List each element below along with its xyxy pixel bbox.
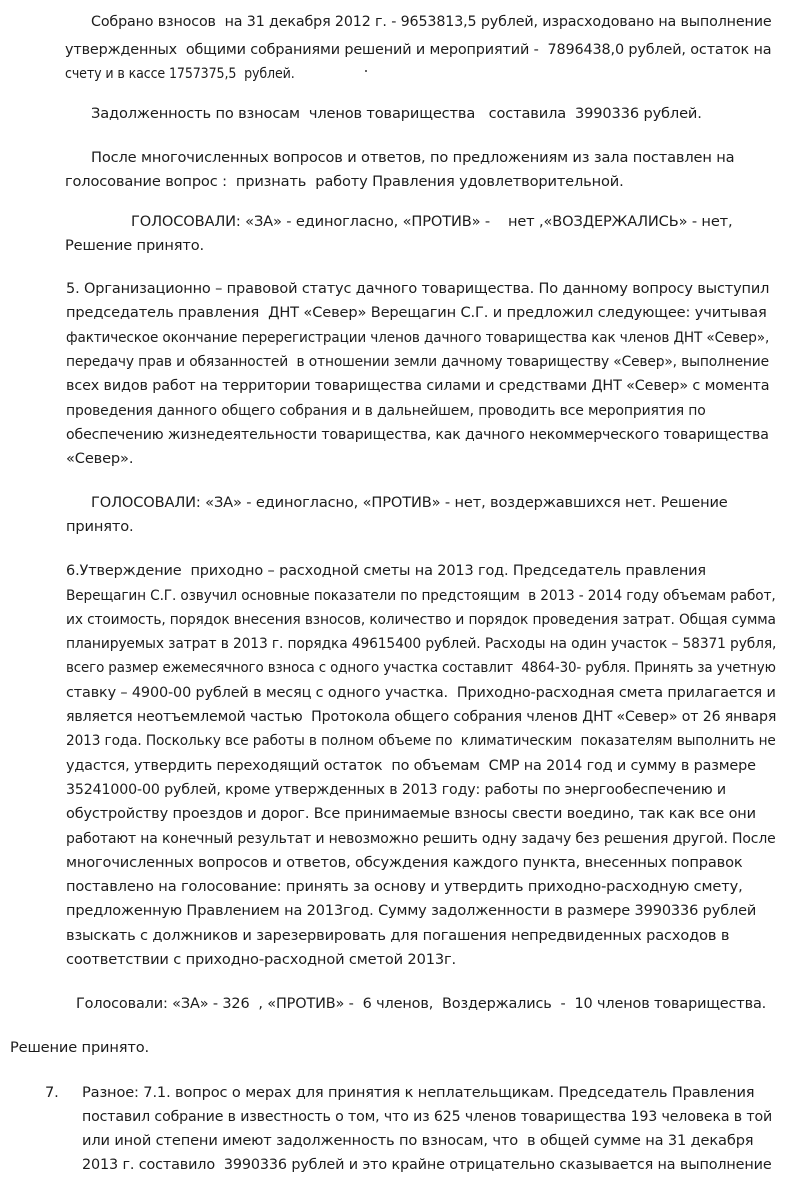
text-line: ГОЛОСОВАЛИ: «ЗА» - единогласно, «ПРОТИВ» - нет, воздержавшихся нет. Решение — [91, 494, 728, 511]
text-line: «Север». — [66, 450, 134, 467]
text-line: принято. — [66, 518, 134, 535]
text-line: взыскать с должников и зарезервировать для погашения непредвиденных расходов в — [66, 927, 730, 944]
text-line: 7. — [45, 1084, 59, 1101]
text-line: всех видов работ на территории товарищества силами и средствами ДНТ «Север» с момента — [66, 377, 770, 394]
text-line: работают на конечный результат и невозможно решить одну задачу без решения другой. После — [66, 830, 776, 847]
text-line: является неотъемлемой частью Протокола общего собрания членов ДНТ «Север» от 26 января — [66, 708, 777, 725]
text-line: соответствии с приходно-расходной сметой 2013г. — [66, 951, 456, 968]
text-line: Решение принято. — [65, 237, 205, 254]
text-line: Задолженность по взносам членов товарищества составила 3990336 рублей. — [91, 105, 702, 122]
text-line: 2013 г. составило 3990336 рублей и это крайне отрицательно сказывается на выполнение — [82, 1156, 772, 1173]
text-line: планируемых затрат в 2013 г. порядка 49615400 рублей. Расходы на один участок – 58371 рубля, — [66, 635, 777, 652]
text-line: ГОЛОСОВАЛИ: «ЗА» - единогласно, «ПРОТИВ» - нет ,«ВОЗДЕРЖАЛИСЬ» - нет, — [131, 213, 733, 230]
text-line: 6.Утверждение приходно – расходной сметы на 2013 год. Председатель правления — [66, 562, 706, 579]
text-line: председатель правления ДНТ «Север» Верещагин С.Г. и предложил следующее: учитывая — [66, 304, 767, 321]
text-line: их стоимость, порядок внесения взносов, количество и порядок проведения затрат. Общая сумма — [66, 611, 776, 628]
text-line: поставлено на голосование: принять за основу и утвердить приходно-расходную смету, — [66, 878, 743, 895]
text-line: 2013 года. Поскольку все работы в полном объеме по климатическим показателям выполнить не — [66, 732, 776, 749]
text-line: обустройству проездов и дорог. Все принимаемые взносы свести воедино, так как все они — [66, 805, 756, 822]
text-line: Разное: 7.1. вопрос о мерах для принятия к неплательщикам. Председатель Правления — [82, 1084, 755, 1101]
text-line: обеспечению жизнедеятельности товарищества, как дачного некоммерческого товарищества — [66, 426, 769, 443]
text-line: Собрано взносов на 31 декабря 2012 г. - 9653813,5 рублей, израсходовано на выполнение — [91, 13, 772, 30]
text-line: или иной степени имеют задолженность по взносам, что в общей сумме на 31 декабря — [82, 1132, 754, 1149]
text-line: Голосовали: «ЗА» - 326 , «ПРОТИВ» - 6 членов, Воздержались - 10 членов товарищества. — [76, 995, 767, 1012]
text-line: голосование вопрос : признать работу Правления удовлетворительной. — [65, 173, 624, 190]
text-line: проведения данного общего собрания и в дальнейшем, проводить все мероприятия по — [66, 402, 706, 419]
scan-speck — [365, 70, 367, 72]
text-line: Верещагин С.Г. озвучил основные показатели по предстоящим в 2013 - 2014 году объемам работ, — [66, 587, 776, 604]
text-line: фактическое окончание перерегистрации членов дачного товарищества как членов ДНТ «Север», — [66, 329, 770, 346]
text-line: утвержденных общими собраниями решений и мероприятий - 7896438,0 рублей, остаток на — [65, 41, 772, 58]
text-line: передачу прав и обязанностей в отношении земли дачному товариществу «Север», выполнение — [66, 353, 769, 370]
text-line: поставил собрание в известность о том, что из 625 членов товарищества 193 человека в той — [82, 1108, 773, 1125]
text-line: всего размер ежемесячного взноса с одного участка составлит 4864-30- рубля. Принять за учетную — [66, 659, 776, 676]
text-line: многочисленных вопросов и ответов, обсуждения каждого пункта, внесенных поправок — [66, 854, 743, 871]
text-line: После многочисленных вопросов и ответов, по предложениям из зала поставлен на — [91, 149, 735, 166]
text-line: 35241000-00 рублей, кроме утвержденных в 2013 году: работы по энергообеспечению и — [66, 781, 726, 798]
text-line: 5. Организационно – правовой статус дачного товарищества. По данному вопросу выступил — [66, 280, 770, 297]
text-line: счету и в кассе 1757375,5 рублей. — [65, 65, 295, 82]
text-line: удастся, утвердить переходящий остаток по объемам СМР на 2014 год и сумму в размере — [66, 757, 756, 774]
text-line: Решение принято. — [10, 1039, 150, 1056]
text-line: предложенную Правлением на 2013год. Сумму задолженности в размере 3990336 рублей — [66, 902, 757, 919]
text-line: ставку – 4900-00 рублей в месяц с одного участка. Приходно-расходная смета прилагается и — [66, 684, 776, 701]
